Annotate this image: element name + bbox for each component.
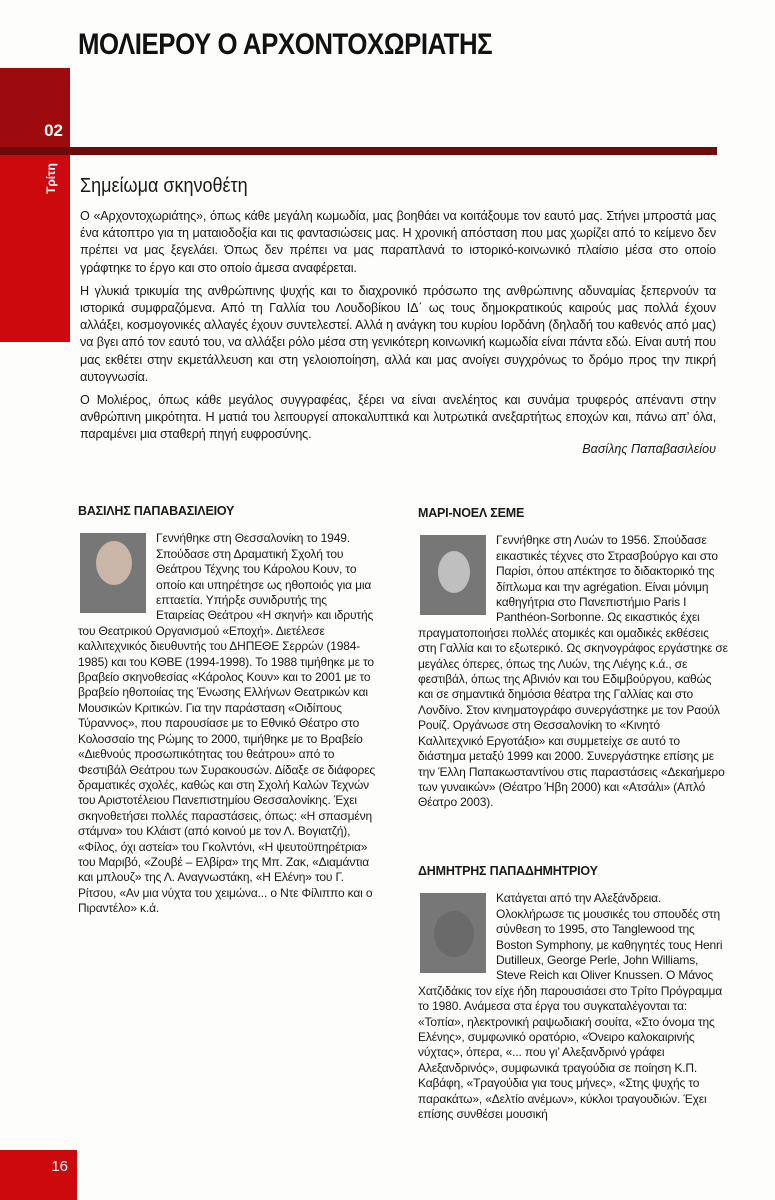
directors-note-title: Σημείωμα σκηνοθέτη bbox=[80, 175, 248, 197]
bio-name: ΔΗΜΗΤΡΗΣ ΠΑΠΑΔΗΜΗΤΡΙΟΥ bbox=[418, 864, 598, 878]
note-paragraph: Ο Μολιέρος, όπως κάθε μεγάλος συγγραφέας, ξέρει να είναι ανελέητος και συνάμα τρυφερός απέναντι στην ανθρώπινη μικρότητα. Η ματιά του λειτουργεί αποκαλυπτικά και λυτρωτικά ανεξαρτήτως εποχών και, πάνω απ’ όλα, παραμένει μια σταθερή πηγή ευφροσύνης. bbox=[80, 393, 716, 442]
bio-name: ΒΑΣΙΛΗΣ ΠΑΠΑΒΑΣΙΛΕΙΟΥ bbox=[78, 504, 235, 518]
day-label: Τρίτη bbox=[44, 163, 58, 194]
portrait-photo bbox=[420, 535, 486, 615]
portrait-photo bbox=[420, 893, 486, 973]
day-tab bbox=[0, 155, 70, 342]
note-signature: Βασίλης Παπαβασιλείου bbox=[582, 442, 716, 456]
header-divider-bar bbox=[0, 147, 717, 155]
page-number: 16 bbox=[51, 1158, 68, 1175]
page-title: ΜΟΛΙΕΡΟΥ Ο ΑΡΧΟΝΤΟΧΩΡΙΑΤΗΣ bbox=[78, 28, 493, 61]
bio-composer bbox=[418, 864, 728, 1123]
bio-text: Κατάγεται από την Αλεξάνδρεια. Ολοκλήρωσε τις μουσικές του σπουδές στη σύνθεση το 1995, στο Tanglewood της Boston Symphony, με καθηγητές τους Henri Dutilleux, George Perle, John Williams, Steve Reich και Oliver Knussen. Ο Μάνος Χατζιδάκις τον είχε ήδη παρουσιάσει στο Τρίτο Πρόγραμμα το 1980. Ανάμεσα στα έργα του συγκαταλέγονται τα: «Τοπία», ηλεκτρονική ραψωδιακή σουίτα, «Στο όνομα της Ελένης», συμφωνικό ορατόριο, «Όνειρο καλοκαιρινής νύχτας», όπερα, «... που γι’ Αλεξανδρινό γράφει Αλεξανδρινός», συμφωνικά τραγούδια σε ποίηση Κ.Π. Καβάφη, «Τραγούδια για τους μήνες», «Στης ψυχής το παρακάτω», «Δελτίο ανέμων», κύκλοι τραγουδιών. Έχει επίσης συνθέσει μουσική bbox=[418, 891, 723, 1122]
bio-designer bbox=[418, 506, 728, 811]
note-paragraph: Η γλυκιά τρικυμία της ανθρώπινης ψυχής και το διαχρονικό πρόσωπο της ανθρώπινης αδυναμίας ξεπερνούν τα ιστορικά συμφραζόμενα. Από τη Γαλλία του Λουδοβίκου ΙΔ΄ ως τους δημοκρατικούς καιρούς μας πολλά έχουν αλλάξει, κοσμογονικές αλλαγές έχουν συντελεστεί. Αλλά η ανάγκη του κυρίου Ιορδάνη (δηλαδή του καθενός από μας) να βγει από τον εαυτό του, να αλλάξει ρόλο μέσα στη γενικότερη κοινωνική κωμωδία είναι πάντα εδώ. Είναι αυτή που μας εκθέτει στην εκμετάλλευση και στη γελοιοποίηση, αλλά και μας ανοίγει συγχρόνως το δρόμο προς την πικρή αυτογνωσία. bbox=[80, 283, 716, 384]
page-number-tab bbox=[0, 1150, 77, 1200]
bio-text: Γεννήθηκε στη Θεσσαλονίκη το 1949. Σπούδασε στη Δραματική Σχολή του Θεάτρου Τέχνης του Κάρολου Κουν, το οποίο και υπηρέτησε ως ηθοποιός για μια επταετία. Υπήρξε συνιδρυτής της Εταιρείας Θεάτρου «Η σκηνή» και ιδρυτής του Θεατρικού Οργανισμού «Εποχή». Διετέλεσε καλλιτεχνικός διευθυντής του ΔΗΠΕΘΕ Σερρών (1984-1985) και του ΚΘΒΕ (1994-1998). Το 1988 τιμήθηκε με το βραβείο σκηνοθεσίας «Κάρολος Κουν» και το 2001 με το βραβείο ηθοποιίας της Ένωσης Ελλήνων Θεατρικών και Μουσικών Κριτικών. Για την παράσταση «Οιδίπους Τύραννος», που παρουσίασε με το Εθνικό Θέατρο στο Κολοσσαίο της Ρώμης το 2000, τιμήθηκε με το Βραβείο «Διεθνούς προσωπικότητας του θεάτρου» από το Φεστιβάλ Θεάτρου των Συρακουσών. Δίδαξε σε διάφορες δραματικές σχολές, καθώς και στη Σχολή Καλών Τεχνών του Αριστοτέλειου Πανεπιστημίου Θεσσαλονίκης. Έχει σκηνοθετήσει πολλές παραστάσεις, όπως: «Η σπασμένη στάμνα» του Κλάιστ (από κοινού με τον Λ. Βογιατζή), «Φίλος, όχι αστεία» του Γκολντόνι, «Η ψευτοϋπηρέτρια» του Μαριβό, «Ζουβέ – Ελβίρα» της Μπ. Ζακ, «Διαμάντια και μπλουζ» της Λ. Αναγνωστάκη, «Η Ελένη» του Γ. Ρίτσου, «Αν μια νύχτα του χειμώνα... ο Ντε Φίλιππο και ο Πιραντέλο» κ.ά. bbox=[78, 531, 376, 916]
bio-name: ΜΑΡΙ-ΝΟΕΛ ΣΕΜΕ bbox=[418, 506, 525, 520]
section-number: 02 bbox=[44, 121, 63, 140]
directors-note-body bbox=[80, 208, 716, 450]
section-tab bbox=[0, 68, 70, 147]
bio-text: Γεννήθηκε στη Λυών το 1956. Σπούδασε εικαστικές τέχνες στο Στρασβούργο και στο Παρίσι, όπου απέκτησε το διδακτορικό της δίπλωμα και την agrégation. Είναι μόνιμη καθηγήτρια στο Πανεπιστήμιο Paris I Panthéon-Sorbonne. Ως εικαστικός έχει πραγματοποιήσει πολλές ατομικές και ομαδικές εκθέσεις στη Γαλλία και το εξωτερικό. Ως σκηνογράφος εργάστηκε σε μεγάλες όπερες, όπως της Λυών, της Λιέγης κ.ά., σε φεστιβάλ, όπως της Αβινιόν και του Εδιμβούργου, καθώς και σε σημαντικά δημόσια θέατρα της Γαλλίας και στο Λονδίνο. Στον κινηματογράφο συνεργάστηκε με τον Ραούλ Ρουίζ. Οργάνωσε στη Θεσσαλονίκη το «Κινητό Καλλιτεχνικό Εργοτάξιο» και συμμετείχε σε αυτό το διάστημα μεταξύ 1999 και 2000. Συνεργάστηκε επίσης με την Έλλη Παπακωσταντίνου στις παραστάσεις «Δεκαήμερο των γυναικών» (Θέατρο Ήβη 2000) και «Ατσάλι» (Απλό Θέατρο 2003). bbox=[418, 533, 728, 810]
portrait-photo bbox=[80, 533, 146, 613]
note-paragraph: Ο «Αρχοντοχωριάτης», όπως κάθε μεγάλη κωμωδία, μας βοηθάει να κοιτάξουμε τον εαυτό μας. Στήνει μπροστά μας ένα κάτοπτρο για τη ματαιοδοξία και τις φαντασιώσεις μας. Η χρονική απόσταση που μας χωρίζει από το κείμενο δεν πρέπει να μας ξεγελάει. Όπως δεν πρέπει να μας παραπλανά το ιστορικό-κοινωνικό πλαίσιο μέσα στο οποίο γράφτηκε το έργο και στο οποίο άμεσα αναφέρεται. bbox=[80, 209, 716, 275]
bio-director bbox=[78, 504, 378, 917]
